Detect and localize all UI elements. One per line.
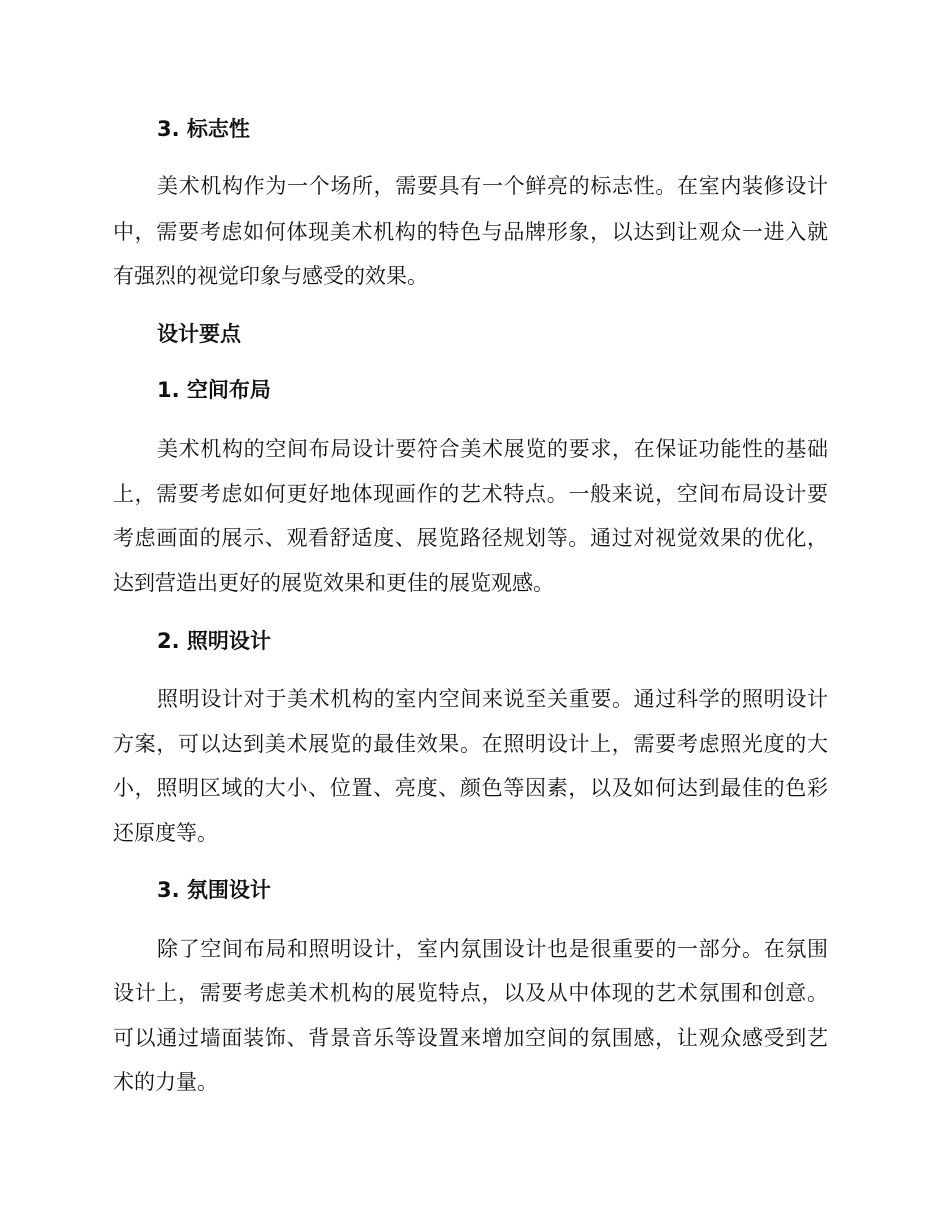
- paragraph-line: 美术机构作为一个场所，需要具有一个鲜亮的标志性。在室内装修设计: [157, 174, 828, 198]
- paragraph-line: 可以通过墙面装饰、背景音乐等设置来增加空间的氛围感，让观众感受到艺: [113, 1026, 828, 1050]
- section-heading: 设计要点: [157, 322, 241, 346]
- paragraph-line: 术的力量。: [113, 1070, 218, 1094]
- paragraph-line: 还原度等。: [113, 821, 218, 845]
- paragraph-line: 小，照明区域的大小、位置、亮度、颜色等因素，以及如何达到最佳的色彩: [113, 776, 828, 800]
- paragraph-line: 有强烈的视觉印象与感受的效果。: [113, 264, 428, 288]
- paragraph-line: 中，需要考虑如何体现美术机构的特色与品牌形象，以达到让观众一进入就: [113, 220, 828, 244]
- paragraph-line: 照明设计对于美术机构的室内空间来说至关重要。通过科学的照明设计: [157, 687, 828, 711]
- paragraph-line: 方案，可以达到美术展览的最佳效果。在照明设计上，需要考虑照光度的大: [113, 732, 828, 756]
- paragraph-line: 达到营造出更好的展览效果和更佳的展览观感。: [113, 571, 554, 595]
- paragraph-line: 考虑画面的展示、观看舒适度、展览路径规划等。通过对视觉效果的优化，: [113, 526, 828, 550]
- paragraph-line: 上，需要考虑如何更好地体现画作的艺术特点。一般来说，空间布局设计要: [113, 482, 828, 506]
- section-heading: 3. 氛围设计: [157, 878, 271, 902]
- section-heading: 3. 标志性: [157, 117, 250, 141]
- section-heading: 2. 照明设计: [157, 629, 271, 653]
- paragraph-line: 除了空间布局和照明设计，室内氛围设计也是很重要的一部分。在氛围: [157, 937, 828, 961]
- section-heading: 1. 空间布局: [157, 378, 271, 402]
- paragraph-line: 美术机构的空间布局设计要符合美术展览的要求，在保证功能性的基础: [157, 437, 828, 461]
- paragraph-line: 设计上，需要考虑美术机构的展览特点，以及从中体现的艺术氛围和创意。: [113, 981, 828, 1005]
